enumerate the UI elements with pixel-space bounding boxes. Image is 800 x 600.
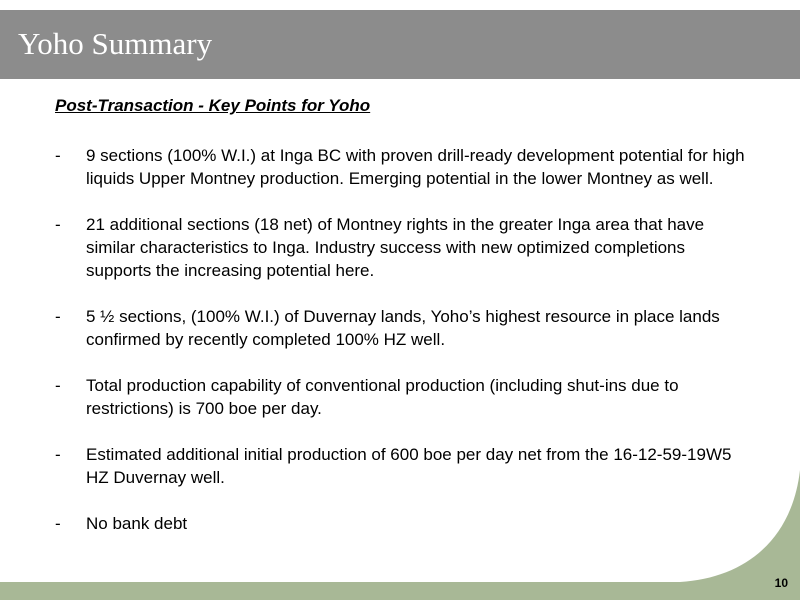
bullet-item — [55, 512, 745, 535]
bullet-item — [55, 374, 745, 420]
bullet-text: 21 additional sections (18 net) of Montney rights in the greater Inga area that have similar characteristics to Inga. Industry success with new optimized completions supports the increasing potential here. — [86, 215, 705, 280]
bullet-text: 9 sections (100% W.I.) at Inga BC with proven drill-ready development potential for high liquids Upper Montney production. Emerging potential in the lower Montney as well. — [86, 146, 745, 188]
bullet-item — [55, 144, 745, 190]
bullet-dash: - — [55, 307, 61, 326]
bullet-dash: - — [55, 215, 61, 234]
page-number: 10 — [774, 576, 788, 590]
bullet-item — [55, 443, 745, 489]
slide-content — [55, 94, 745, 558]
bullet-dash: - — [55, 514, 61, 533]
title-bar — [0, 10, 800, 79]
bullet-dash: - — [55, 376, 61, 395]
bullet-text: No bank debt — [86, 514, 188, 533]
bullet-dash: - — [55, 445, 61, 464]
bullet-dash: - — [55, 146, 61, 165]
bullet-text: Estimated additional initial production of 600 boe per day net from the 16-12-59-19W5 HZ Duvernay well. — [86, 445, 732, 487]
bullet-item — [55, 213, 745, 282]
slide-subtitle: Post-Transaction - Key Points for Yoho — [55, 96, 371, 115]
slide-title: Yoho Summary — [18, 26, 213, 61]
bullet-item — [55, 305, 745, 351]
bullet-text: 5 ½ sections, (100% W.I.) of Duvernay lands, Yoho’s highest resource in place lands confirmed by recently completed 100% HZ well. — [86, 307, 720, 349]
bullet-text: Total production capability of conventional production (including shut-ins due to restrictions) is 700 boe per day. — [86, 376, 679, 418]
